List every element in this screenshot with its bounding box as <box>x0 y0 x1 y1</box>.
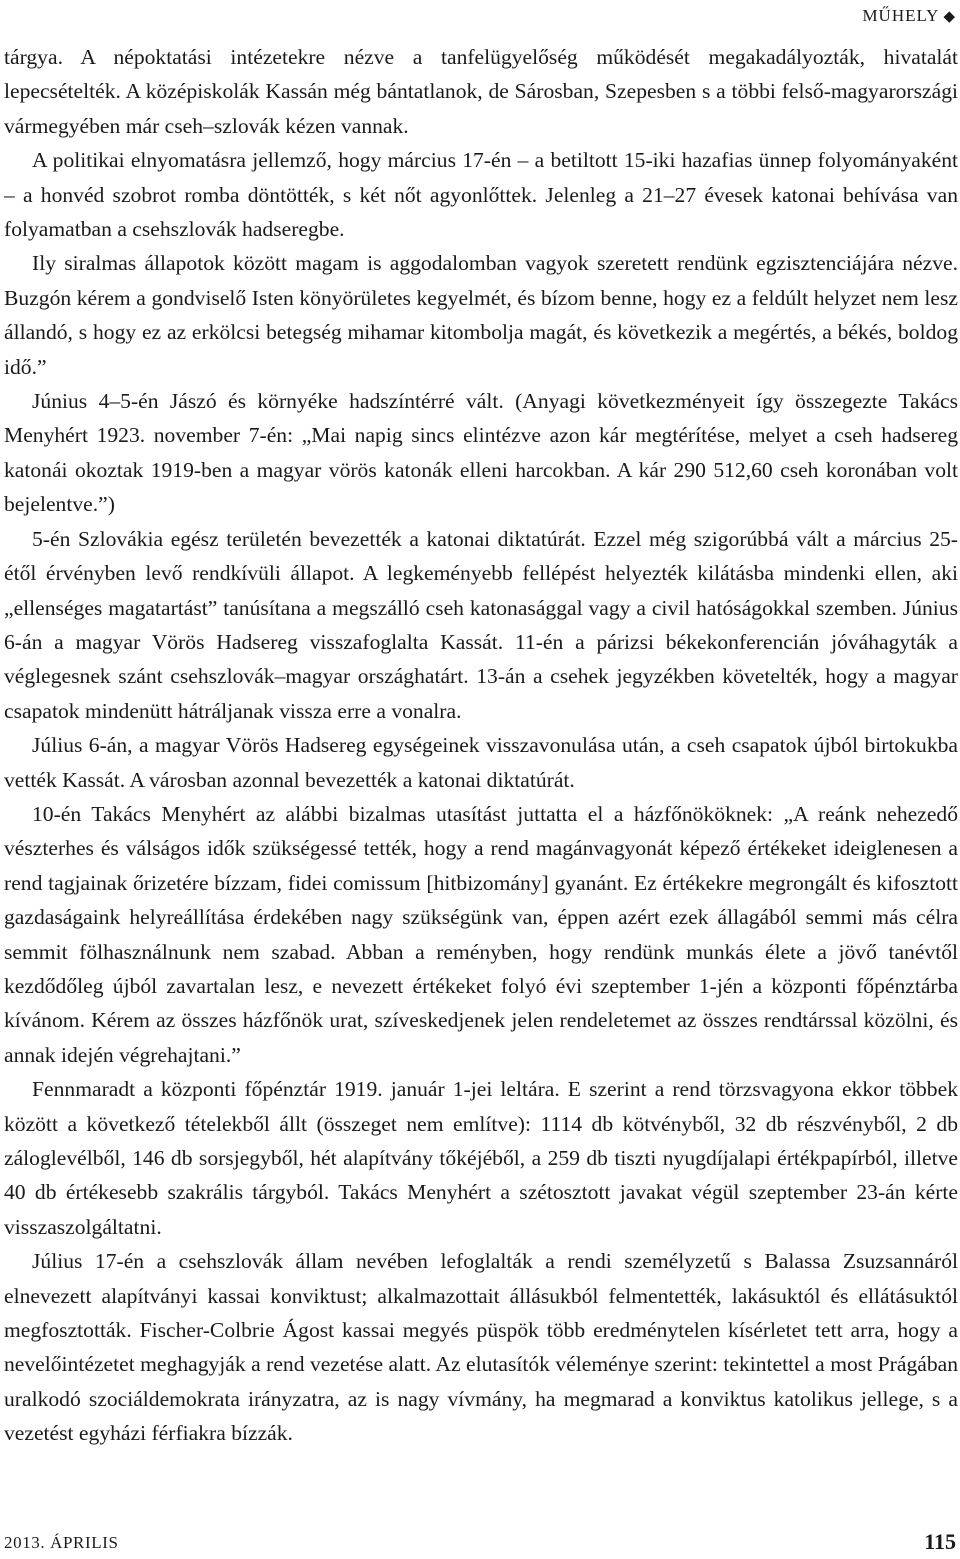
paragraph: Ily siralmas állapotok között magam is aggodalomban vagyok szeretett rendünk egzisztenciájára nézve. Buzgón kérem a gondviselő Isten könyörületes kegyelmét, és bízom benne, hogy ez a feldúlt helyzet nem lesz állandó, s hogy ez az erkölcsi betegség mihamar kitombolja magát, és következik a megértés, a békés, boldog idő.” <box>4 251 958 379</box>
paragraph: Június 4–5-én Jászó és környéke hadszíntérré vált. (Anyagi következményeit így összegezte Takács Menyhért 1923. november 7-én: „Mai napig sincs elintézve azon kár megtérítése, melyet a cseh hadsereg katonái okoztak 1919-ben a magyar vörös katonák elleni harcokban. A kár 290 512,60 cseh koronában volt bejelentve.”) <box>4 389 958 517</box>
running-header <box>862 6 956 26</box>
page-number: 115 <box>924 1529 956 1554</box>
paragraph: 10-én Takács Menyhért az alábbi bizalmas utasítást juttatta el a házfőnököknek: „A reánk nehezedő vészterhes és válságos idők szükségessé tették, hogy a rend magánvagyonát képező értékeket ideiglenesen a rend tagjainak őrizetére bízzam, fidei comissum [hitbizomány] gyanánt. Ez értékekre megrongált és kifosztott gazdaságaink helyreállítása érdekében nagy szükségünk van, éppen azért ezek állagából semmi más célra semmit fölhasználnunk nem szabad. Abban a reményben, hogy rendünk munkás élete a jövő tanévtől kezdődőleg újból zavartalan lesz, e nevezett értékeket folyó évi szeptember 1-jén a központi főpénztárba kívánom. Kérem az összes házfőnök urat, szíveskedjenek jelen rendeletemet az összes rendtárssal közölni, és annak idején végrehajtani.” <box>4 801 958 1067</box>
issue-label: 2013. ÁPRILIS <box>4 1533 119 1552</box>
paragraph: Július 17-én a csehszlovák állam nevében lefoglalták a rendi személyzetű s Balassa Zsuzsannáról elnevezett alapítványi kassai konviktust; alkalmazottait állásukból felmentették, lakásuktól és ellátásuktól megfosztották. Fischer-Colbrie Ágost kassai megyés püspök több eredménytelen kísérletet tett arra, hogy a nevelőintézetet meghagyják a rend vezetése alatt. Az elutasítók véleménye szerint: tekintettel a most Prágában uralkodó szociáldemokrata irányzatra, az is nagy vívmány, ha megmarad a konviktus katolikus jellege, s a vezetést egyházi férfiakra bízzák. <box>4 1249 958 1446</box>
diamond-icon: ◆ <box>943 9 956 25</box>
paragraph: 5-én Szlovákia egész területén bevezették a katonai diktatúrát. Ezzel még szigorúbbá vált a március 25-étől érvényben levő rendkívüli állapot. A legkeményebb fellépést helyezték kilátásba mindenki ellen, aki „ellenséges magatartást” tanúsítana a megszálló cseh katonasággal vagy a civil hatóságokkal szemben. Június 6-án a magyar Vörös Hadsereg visszafoglalta Kassát. 11-én a párizsi békekonferencián jóváhagyták a véglegesnek szánt csehszlovák–magyar országhatárt. 13-án a csehek jegyzékben követelték, hogy a magyar csapatok mindenütt hátráljanak vissza erre a vonalra. <box>4 526 958 723</box>
section-title: MŰHELY <box>862 6 940 25</box>
article-body <box>4 40 958 1451</box>
paragraph: Fennmaradt a központi főpénztár 1919. január 1-jei leltára. E szerint a rend törzsvagyona ekkor többek között a következő tételekből állt (összeget nem említve): 1114 db kötvényből, 32 db részvényből, 2 db záloglevélből, 146 db sorsjegyből, hét alapítvány tőkéjéből, a 259 db tiszti nyugdíjalapi értékpapírból, illetve 40 db értékesebb szakrális tárgyból. Takács Menyhért a szétosztott javakat végül szeptember 23-án kérte visszaszolgáltatni. <box>4 1077 958 1239</box>
paragraph: Július 6-án, a magyar Vörös Hadsereg egységeinek visszavonulása után, a cseh csapatok újból birtokukba vették Kassát. A városban azonnal bevezették a katonai diktatúrát. <box>4 733 958 792</box>
paragraph: A politikai elnyomatásra jellemző, hogy március 17-én – a betiltott 15-iki hazafias ünnep folyományaként – a honvéd szobrot romba döntötték, s két nőt agyonlőttek. Jelenleg a 21–27 évesek katonai behívása van folyamatban a csehszlovák hadseregbe. <box>4 148 958 242</box>
paragraph: tárgya. A népoktatási intézetekre nézve a tanfelügyelőség működését megakadályozták, hivatalát lepecsételték. A középiskolák Kassán még bántatlanok, de Sárosban, Szepesben s a többi felső-magyarországi vármegyében már cseh–szlovák kézen vannak. <box>4 45 958 138</box>
